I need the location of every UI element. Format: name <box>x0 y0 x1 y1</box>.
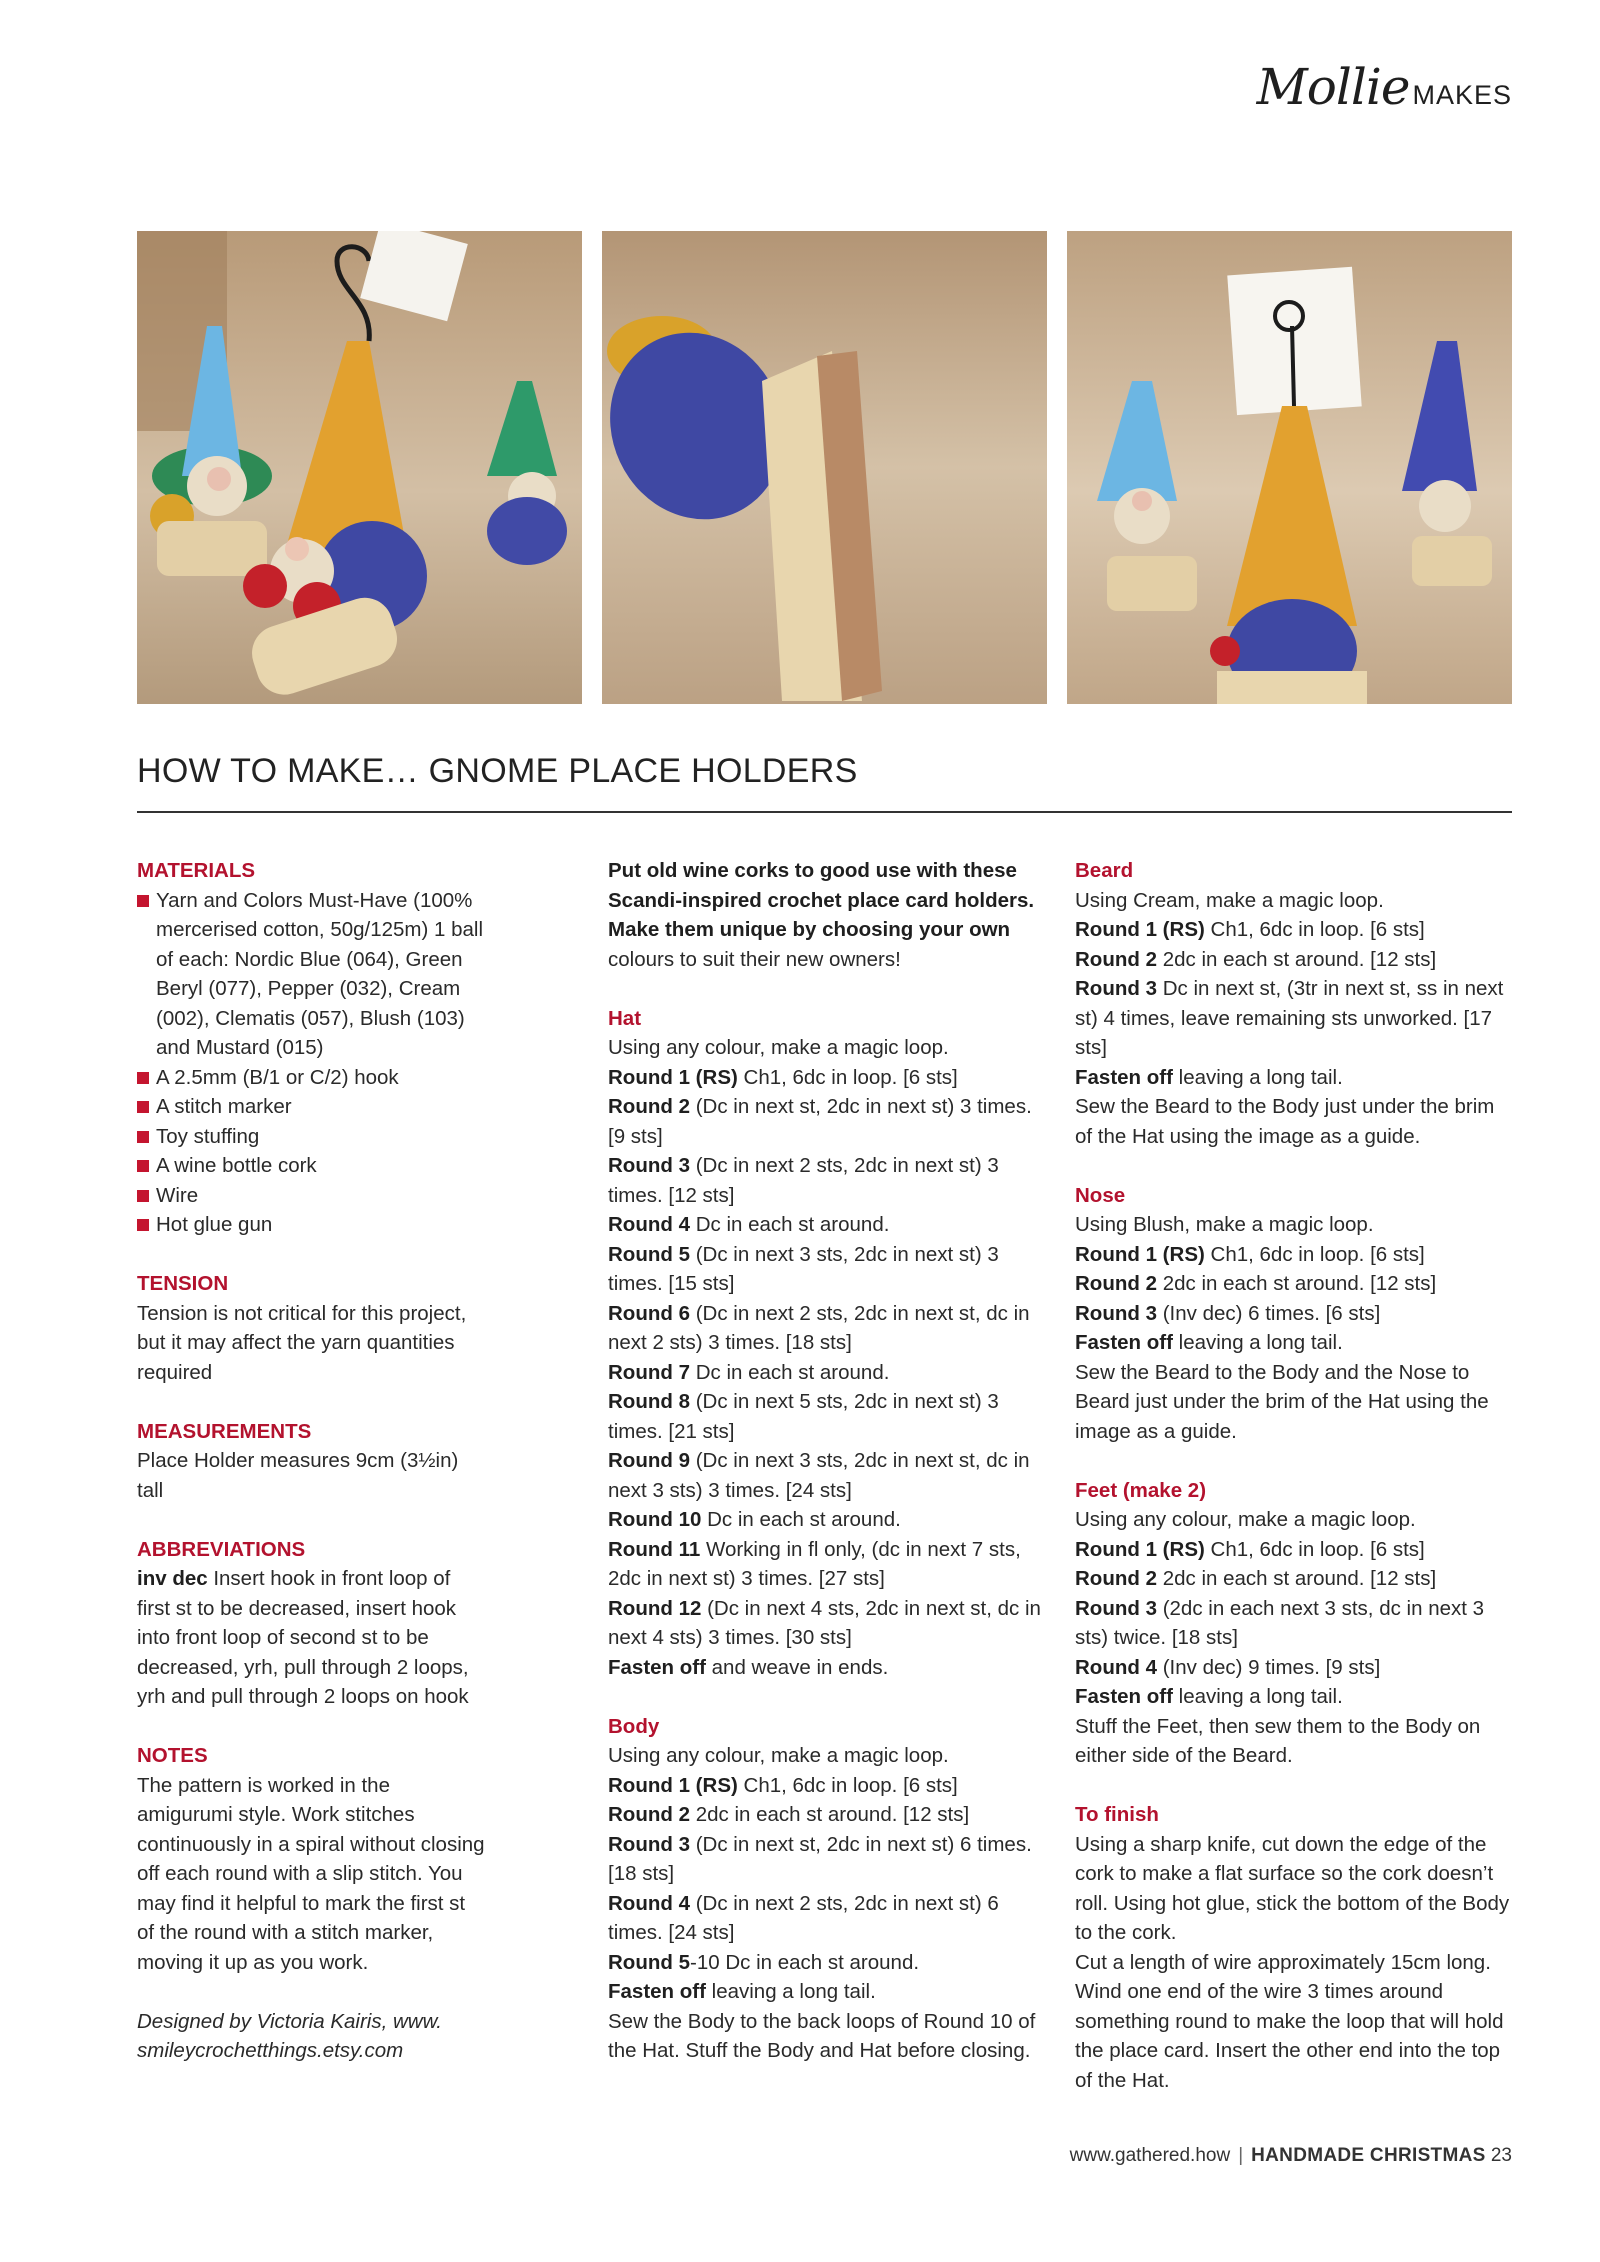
intro-text <box>608 856 1048 974</box>
instruction-text: 2dc in each st around. [12 sts] <box>690 1803 970 1826</box>
instruction-label: Round 3 <box>608 1154 690 1177</box>
instruction-text: Ch1, 6dc in loop. [6 sts] <box>1204 1242 1425 1266</box>
tension-text: Tension is not critical for this project, but it may affect the yarn quantities required <box>137 1301 467 1384</box>
instruction-label: Round 1 (RS) <box>1075 1537 1205 1561</box>
instruction-text: Sew the Beard to the Body and the Nose to Beard just under the brim of the Hat using the image as a guide. <box>1075 1360 1489 1443</box>
instruction-label: Round 7 <box>608 1360 690 1384</box>
instruction-text: Dc in next st, (3tr in next st, ss in next st) 4 times, leave remaining sts unworked. [17 sts] <box>1075 977 1504 1059</box>
instruction-line <box>1075 1653 1515 1683</box>
instruction-line <box>608 2007 1048 2066</box>
abbreviation-entry <box>137 1564 487 1712</box>
instruction-text: (Dc in next 4 sts, 2dc in next st, dc in next 4 sts) 3 times. [30 sts] <box>608 1596 1041 1649</box>
instruction-label: Round 3 <box>1075 1596 1157 1620</box>
instruction-text: leaving a long tail. <box>705 1980 876 2003</box>
instruction-text: Dc in each st around. <box>701 1508 901 1531</box>
instruction-line <box>1075 1948 1515 2096</box>
instruction-label: Fasten off <box>608 1980 706 2003</box>
materials-item: A 2.5mm (B/1 or C/2) hook <box>137 1063 487 1093</box>
nose-steps <box>1075 1210 1515 1446</box>
instruction-text: (Dc in next 2 sts, 2dc in next st) 6 times. [24 sts] <box>608 1891 999 1944</box>
abbreviations-heading: ABBREVIATIONS <box>137 1537 306 1561</box>
instruction-line <box>1075 1712 1515 1771</box>
instruction-line <box>608 1594 1048 1653</box>
feet-heading: Feet (make 2) <box>1075 1478 1207 1502</box>
column-left <box>137 856 487 2066</box>
measurements-text: Place Holder measures 9cm (3½in) tall <box>137 1449 459 1502</box>
instruction-text: Using any colour, make a magic loop. <box>1075 1508 1416 1531</box>
instruction-text: Sew the Body to the back loops of Round 10 of the Hat. Stuff the Body and Hat before closing. <box>608 2009 1036 2062</box>
instruction-line <box>608 1151 1048 1210</box>
instruction-text: (Inv dec) 6 times. [6 sts] <box>1157 1301 1381 1325</box>
instruction-label: Round 3 <box>1075 1301 1157 1325</box>
instruction-label: Round 9 <box>608 1449 690 1472</box>
instruction-line <box>608 1977 1048 2007</box>
instruction-text: Ch1, 6dc in loop. [6 sts] <box>1204 1537 1425 1561</box>
materials-item: A wine bottle cork <box>137 1151 487 1181</box>
instruction-line <box>1075 886 1515 916</box>
instruction-line <box>1075 1299 1515 1329</box>
instruction-line <box>608 1741 1048 1771</box>
title-rule <box>137 811 1512 813</box>
instruction-text: (Dc in next 2 sts, 2dc in next st) 3 times. [12 sts] <box>608 1154 999 1207</box>
materials-item: Toy stuffing <box>137 1122 487 1152</box>
instruction-line <box>1075 1358 1515 1447</box>
instruction-line <box>1075 1830 1515 1948</box>
instruction-label: Round 3 <box>608 1832 690 1856</box>
instruction-text: 2dc in each st around. [12 sts] <box>1157 1567 1437 1590</box>
instruction-text: 2dc in each st around. [12 sts] <box>1157 947 1437 971</box>
instruction-line <box>1075 1240 1515 1270</box>
instruction-text: Ch1, 6dc in loop. [6 sts] <box>737 1773 958 1797</box>
instruction-line <box>608 1210 1048 1240</box>
materials-item: A stitch marker <box>137 1092 487 1122</box>
page-number: 23 <box>1490 2145 1512 2166</box>
materials-list <box>137 886 487 1240</box>
instruction-text: Using Blush, make a magic loop. <box>1075 1213 1374 1236</box>
instruction-text: (Dc in next st, 2dc in next st) 3 times. [9 sts] <box>608 1095 1032 1148</box>
abbreviation-term: inv dec <box>137 1567 208 1590</box>
instruction-label: Round 8 <box>608 1390 690 1413</box>
intro-bold: Put old wine corks to good use with these Scandi-inspired crochet place card holders. Make them unique by choosing your own <box>608 859 1035 941</box>
instruction-text: 2dc in each st around. [12 sts] <box>1157 1272 1437 1295</box>
instruction-line <box>1075 1063 1515 1093</box>
instruction-text: Using any colour, make a magic loop. <box>608 1744 949 1767</box>
instruction-text: leaving a long tail. <box>1172 1685 1343 1708</box>
instruction-label: Fasten off <box>1075 1065 1173 1089</box>
page-title: HOW TO MAKE… GNOME PLACE HOLDERS <box>137 752 858 790</box>
instruction-line <box>608 1240 1048 1299</box>
notes-text: The pattern is worked in the amigurumi style. Work stitches continuously in a spiral without closing off each round with a slip stitch. You may find it helpful to mark the first st of the round with a stitch marker, moving it up as you work. <box>137 1773 485 1974</box>
instruction-label: Round 2 <box>1075 1567 1157 1590</box>
designer-credit: Designed by Victoria Kairis, www. smileycrochetthings.etsy.com <box>137 2009 442 2062</box>
instruction-line <box>1075 1269 1515 1299</box>
finish-steps <box>1075 1830 1515 2096</box>
instruction-line <box>608 1092 1048 1151</box>
footer-publication: HANDMADE CHRISTMAS <box>1251 2145 1486 2166</box>
measurements-heading: MEASUREMENTS <box>137 1419 312 1443</box>
instruction-line <box>1075 1535 1515 1565</box>
instruction-text: leaving a long tail. <box>1172 1331 1343 1354</box>
instruction-text: (Dc in next 5 sts, 2dc in next st) 3 times. [21 sts] <box>608 1390 999 1443</box>
instruction-label: Round 2 <box>1075 947 1157 971</box>
instruction-label: Round 2 <box>1075 1272 1157 1295</box>
instruction-label: Round 1 (RS) <box>1075 1242 1205 1266</box>
feet-steps <box>1075 1505 1515 1771</box>
instruction-label: Round 1 (RS) <box>1075 918 1205 941</box>
materials-item: Hot glue gun <box>137 1210 487 1240</box>
beard-steps <box>1075 886 1515 1152</box>
notes-heading: NOTES <box>137 1744 208 1767</box>
instruction-line <box>608 1653 1048 1683</box>
instruction-text: leaving a long tail. <box>1172 1065 1343 1089</box>
instruction-label: Round 1 (RS) <box>608 1773 738 1797</box>
instruction-text: Dc in each st around. <box>690 1213 890 1236</box>
instruction-text: Using a sharp knife, cut down the edge of the cork to make a flat surface so the cork doesn’t roll. Using hot glue, stick the bottom of the Body to the cork. <box>1075 1832 1510 1944</box>
column-right <box>1075 856 1515 2095</box>
instruction-text: (Dc in next 3 sts, 2dc in next st, dc in next 3 sts) 3 times. [24 sts] <box>608 1449 1030 1502</box>
materials-heading: MATERIALS <box>137 859 256 882</box>
instruction-text: Using Cream, make a magic loop. <box>1075 888 1384 912</box>
instruction-line <box>608 1800 1048 1830</box>
instruction-label: Round 2 <box>608 1095 690 1118</box>
instruction-text: Ch1, 6dc in loop. [6 sts] <box>1204 918 1425 941</box>
beard-heading: Beard <box>1075 859 1134 882</box>
instruction-line <box>608 1948 1048 1978</box>
instruction-text: Dc in each st around. <box>690 1360 890 1384</box>
instruction-line <box>608 1771 1048 1801</box>
instruction-line <box>608 1063 1048 1093</box>
instruction-text: Stuff the Feet, then sew them to the Body on either side of the Beard. <box>1075 1714 1481 1767</box>
instruction-line <box>1075 915 1515 945</box>
instruction-label: Fasten off <box>1075 1331 1173 1354</box>
logo-word: MAKES <box>1412 80 1512 110</box>
instruction-line <box>1075 1328 1515 1358</box>
photo-gnome-place-card <box>1067 231 1512 704</box>
page-footer <box>1070 2145 1512 2167</box>
instruction-label: Round 5 <box>608 1950 690 1974</box>
instruction-line <box>608 1358 1048 1388</box>
instruction-line <box>1075 1564 1515 1594</box>
instruction-line <box>608 1830 1048 1889</box>
hat-heading: Hat <box>608 1006 642 1030</box>
instruction-text: and weave in ends. <box>705 1655 889 1679</box>
instruction-line <box>608 1033 1048 1063</box>
instruction-line <box>1075 945 1515 975</box>
instruction-label: Round 3 <box>1075 977 1157 1000</box>
instruction-label: Round 12 <box>608 1596 702 1620</box>
photo-gnomes-on-corks <box>137 231 582 704</box>
instruction-line <box>1075 1505 1515 1535</box>
instruction-label: Round 5 <box>608 1242 690 1266</box>
instruction-label: Round 11 <box>608 1537 701 1561</box>
instruction-line <box>608 1505 1048 1535</box>
tension-heading: TENSION <box>137 1272 229 1295</box>
instruction-line <box>608 1535 1048 1594</box>
instruction-text: (2dc in each next 3 sts, dc in next 3 sts) twice. [18 sts] <box>1075 1596 1485 1649</box>
instruction-label: Round 4 <box>608 1891 690 1915</box>
instruction-text: Cut a length of wire approximately 15cm long. Wind one end of the wire 3 times around something round to make the loop that will hold the place card. Insert the other end into the top of the Hat. <box>1075 1950 1504 2092</box>
column-middle <box>608 856 1048 2066</box>
intro-rest: colours to suit their new owners! <box>608 947 901 971</box>
instruction-text: Using any colour, make a magic loop. <box>608 1036 949 1059</box>
instruction-text: Sew the Beard to the Body just under the brim of the Hat using the image as a guide. <box>1075 1095 1495 1148</box>
instruction-line <box>608 1387 1048 1446</box>
instruction-line <box>608 1299 1048 1358</box>
instruction-text: (Dc in next st, 2dc in next st) 6 times. [18 sts] <box>608 1832 1032 1885</box>
instruction-line <box>1075 1092 1515 1151</box>
instruction-line <box>1075 1682 1515 1712</box>
finish-heading: To finish <box>1075 1803 1159 1826</box>
instruction-text: (Inv dec) 9 times. [9 sts] <box>1157 1655 1381 1679</box>
instruction-text: (Dc in next 3 sts, 2dc in next st) 3 times. [15 sts] <box>608 1242 999 1295</box>
instruction-line <box>608 1446 1048 1505</box>
instruction-text: Ch1, 6dc in loop. [6 sts] <box>737 1065 958 1089</box>
instruction-label: Round 1 (RS) <box>608 1065 738 1089</box>
instruction-text: (Dc in next 2 sts, 2dc in next st, dc in next 2 sts) 3 times. [18 sts] <box>608 1301 1030 1354</box>
instruction-label: Round 10 <box>608 1508 702 1531</box>
instruction-line <box>608 1889 1048 1948</box>
brand-logo <box>1257 58 1512 116</box>
body-steps <box>608 1741 1048 2066</box>
instruction-label: Round 4 <box>1075 1655 1157 1679</box>
instruction-text: Working in fl only, (dc in next 7 sts, 2dc in next st) 3 times. [27 sts] <box>608 1537 1021 1590</box>
footer-separator: | <box>1238 2145 1244 2166</box>
footer-url[interactable]: www.gathered.how <box>1069 2145 1231 2166</box>
instruction-label: Fasten off <box>608 1655 706 1679</box>
hat-steps <box>608 1033 1048 1682</box>
logo-script: Mollie <box>1256 58 1410 116</box>
instruction-label: Round 4 <box>608 1213 690 1236</box>
body-heading: Body <box>608 1714 660 1738</box>
materials-item: Yarn and Colors Must-Have (100% mercerised cotton, 50g/125m) 1 ball of each: Nordic Blue (064), Green Beryl (077), Pepper (032), Cream (002), Clematis (057), Blush (103) and Mustard (015) <box>137 886 487 1063</box>
instruction-label: Round 6 <box>608 1301 690 1325</box>
materials-item: Wire <box>137 1181 487 1211</box>
abbreviation-text: Insert hook in front loop of first st to be decreased, insert hook into front loop of second st to be decreased, yrh, pull through 2 loops, yrh and pull through 2 loops on hook <box>137 1567 469 1708</box>
instruction-label: Round 2 <box>608 1803 690 1826</box>
instruction-line <box>1075 1210 1515 1240</box>
instruction-label: Fasten off <box>1075 1685 1173 1708</box>
instruction-line <box>1075 974 1515 1063</box>
instruction-line <box>1075 1594 1515 1653</box>
nose-heading: Nose <box>1075 1183 1126 1207</box>
instruction-text: -10 Dc in each st around. <box>690 1950 920 1974</box>
photo-gnome-body-cork <box>602 231 1047 704</box>
